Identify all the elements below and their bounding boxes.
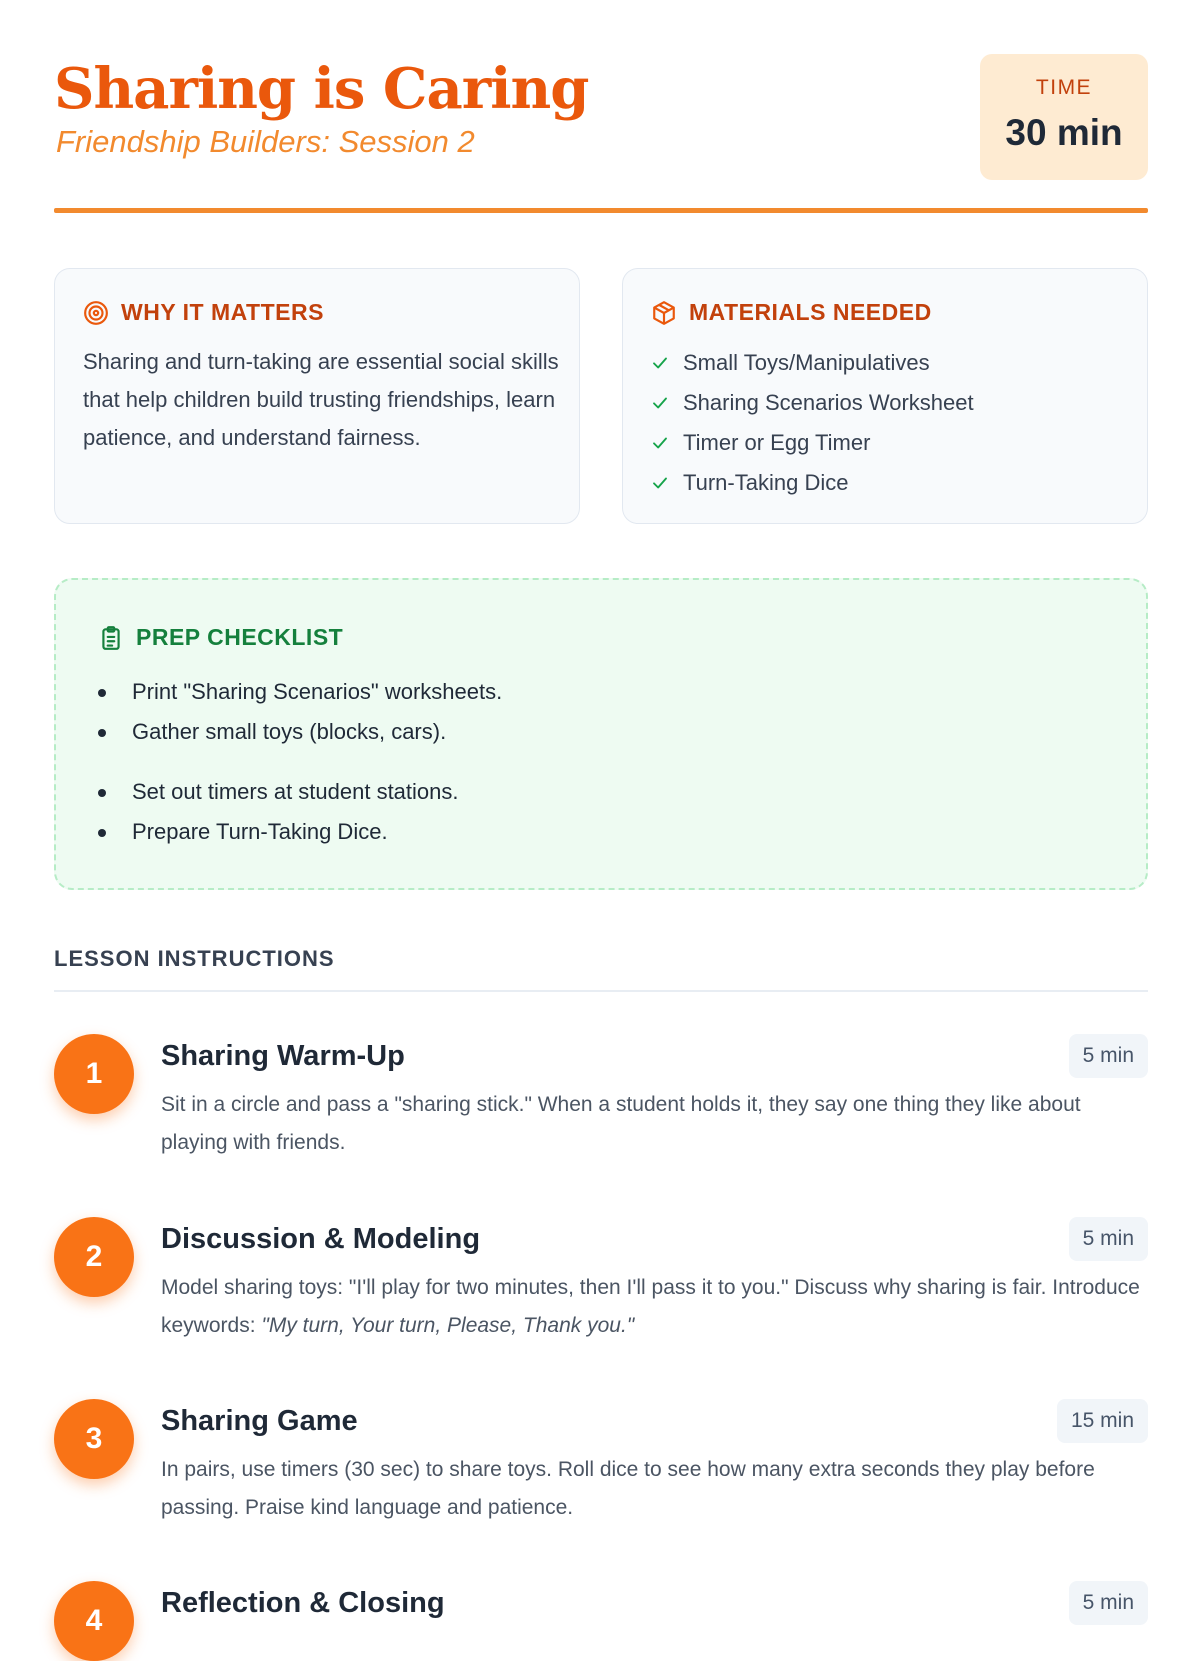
- materials-list: [651, 343, 974, 503]
- step-number-badge: 1: [54, 1034, 134, 1114]
- bullet-icon: [98, 789, 106, 797]
- step-keywords: "My turn, Your turn, Please, Thank you.": [261, 1314, 635, 1337]
- material-item-label: Timer or Egg Timer: [683, 430, 871, 455]
- page-title: Sharing is Caring: [54, 56, 589, 122]
- prep-checklist-list: [98, 672, 502, 852]
- step-title: Sharing Game: [161, 1405, 358, 1437]
- step-description: In pairs, use timers (30 sec) to share toys. Roll dice to see how many extra seconds they play before passing. Praise kind language and patience.: [161, 1458, 1095, 1519]
- box-icon: [651, 300, 677, 326]
- prep-item-label: Set out timers at student stations.: [132, 779, 459, 804]
- bullet-icon: [98, 829, 106, 837]
- step-duration-badge: 5 min: [1069, 1217, 1148, 1261]
- step-number-badge: 2: [54, 1217, 134, 1297]
- time-badge: [980, 54, 1148, 180]
- bullet-icon: [98, 729, 106, 737]
- prep-checklist-title: PREP CHECKLIST: [136, 624, 344, 650]
- list-item: [651, 423, 974, 463]
- page-subtitle: Friendship Builders: Session 2: [56, 124, 475, 159]
- prep-item-label: Print "Sharing Scenarios" worksheets.: [132, 679, 503, 704]
- bullet-icon: [98, 689, 106, 697]
- why-it-matters-card: [54, 268, 580, 524]
- material-item-label: Sharing Scenarios Worksheet: [683, 390, 974, 415]
- step-number-badge: 4: [54, 1581, 134, 1661]
- step-duration-badge: 5 min: [1069, 1581, 1148, 1625]
- material-item-label: Turn-Taking Dice: [683, 470, 849, 495]
- prep-item-label: Gather small toys (blocks, cars).: [132, 719, 447, 744]
- target-icon: [83, 300, 109, 326]
- step-title: Reflection & Closing: [161, 1587, 445, 1619]
- step-duration-badge: 5 min: [1069, 1034, 1148, 1078]
- header-divider: [54, 208, 1148, 213]
- section-divider: [54, 990, 1148, 992]
- check-icon: [651, 354, 669, 372]
- list-item: [98, 672, 502, 712]
- step-description: [161, 1269, 1148, 1345]
- list-item: [651, 383, 974, 423]
- time-value: 30 min: [1005, 112, 1123, 153]
- step-number-badge: 3: [54, 1399, 134, 1479]
- why-it-matters-text: Sharing and turn-taking are essential social skills that help children build trusting friendships, learn patience, and understand fairness.: [83, 349, 559, 450]
- materials-needed-header: [651, 299, 932, 326]
- materials-needed-card: [622, 268, 1148, 524]
- check-icon: [651, 434, 669, 452]
- material-item-label: Small Toys/Manipulatives: [683, 350, 930, 375]
- lesson-instructions-heading: LESSON INSTRUCTIONS: [54, 946, 335, 971]
- step-duration-badge: 15 min: [1057, 1399, 1148, 1443]
- clipboard-icon: [98, 625, 124, 651]
- check-icon: [651, 474, 669, 492]
- materials-needed-title: MATERIALS NEEDED: [689, 299, 932, 325]
- prep-item-label: Prepare Turn-Taking Dice.: [132, 819, 388, 844]
- prep-checklist-header: [98, 624, 343, 651]
- step-description: Sit in a circle and pass a "sharing stick." When a student holds it, they say one thing they like about playing with friends.: [161, 1093, 1081, 1154]
- list-item: [98, 712, 502, 752]
- header: [54, 0, 1148, 214]
- lesson-plan-page: [54, 0, 1148, 1637]
- step-description-text: Model sharing toys: "I'll play for two minutes, then I'll pass it to you." Discuss why sharing is fair. Introduce keywords:: [161, 1276, 1140, 1337]
- list-item: [651, 463, 974, 503]
- list-item: [651, 343, 974, 383]
- check-icon: [651, 394, 669, 412]
- step-title: Sharing Warm-Up: [161, 1040, 405, 1072]
- step-title: Discussion & Modeling: [161, 1223, 481, 1255]
- time-label: TIME: [1035, 76, 1093, 99]
- why-it-matters-title: WHY IT MATTERS: [121, 299, 324, 325]
- prep-checklist-card: [54, 578, 1148, 890]
- list-item: [98, 772, 502, 812]
- why-it-matters-header: [83, 299, 324, 326]
- list-item: [98, 812, 502, 852]
